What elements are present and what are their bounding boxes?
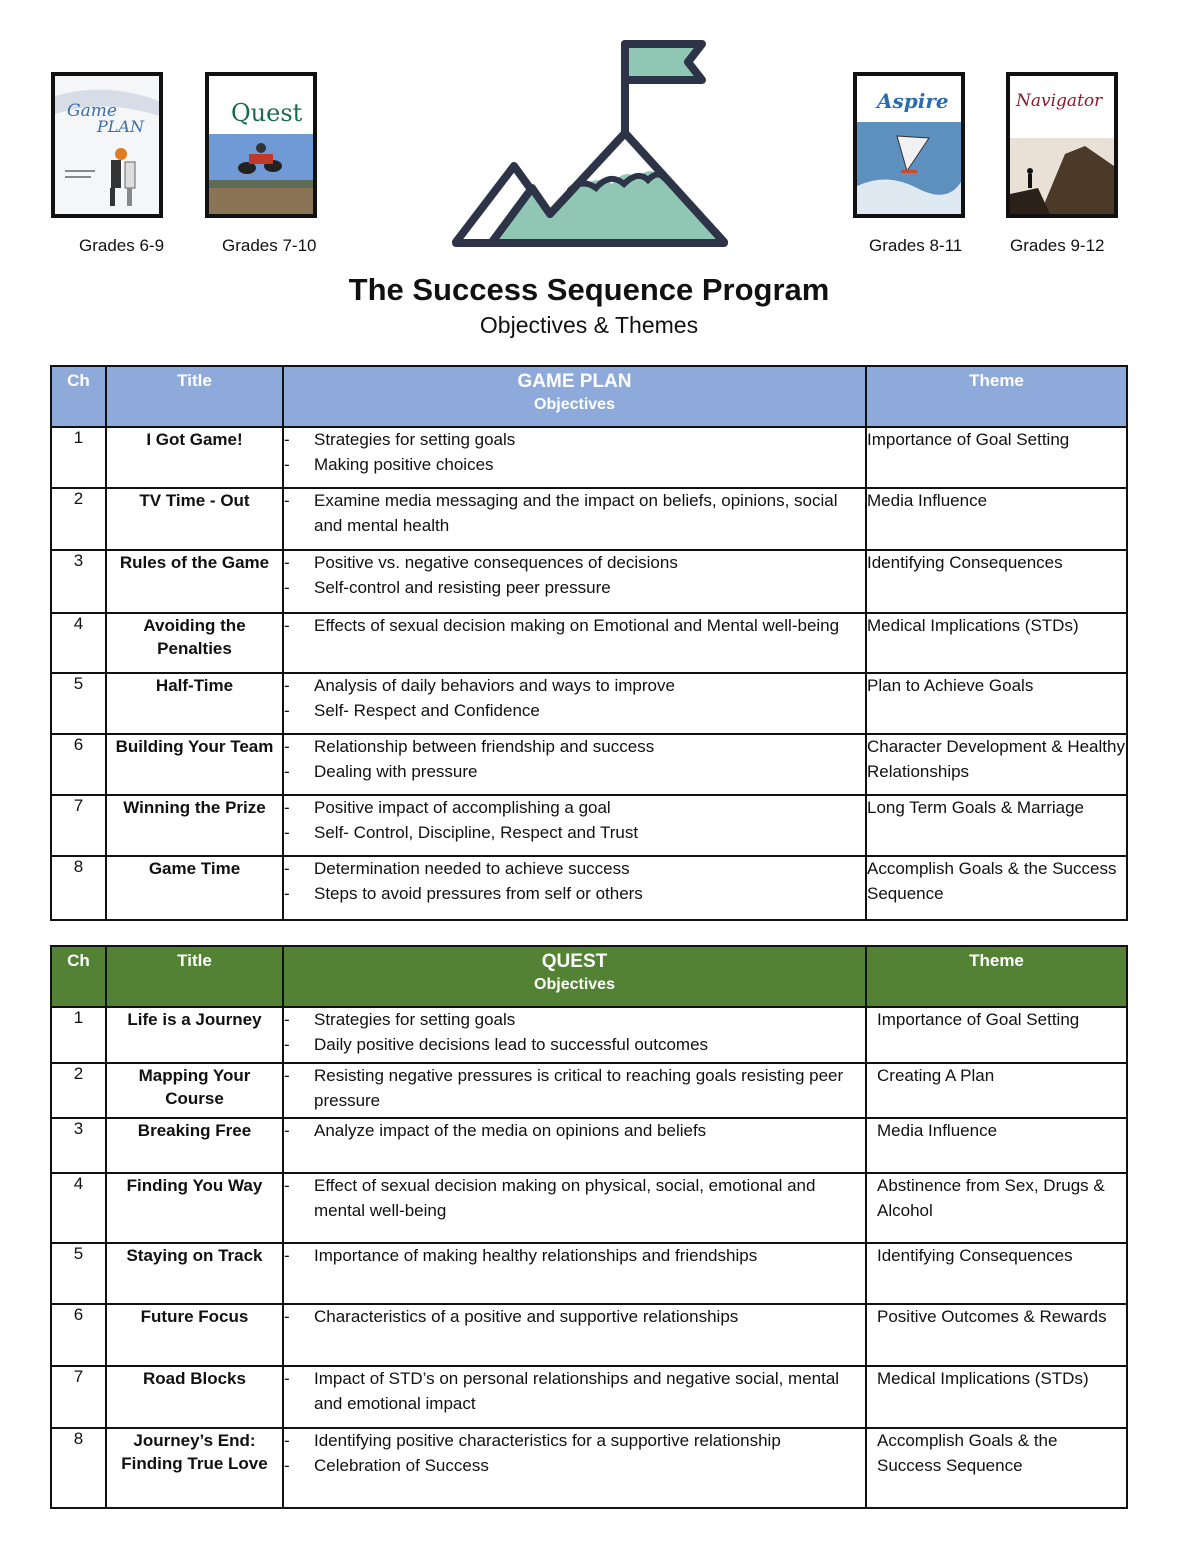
navigator-cover-image [1010, 76, 1114, 214]
objective-text: Effects of sexual decision making on Emotional and Mental well-being [314, 616, 840, 635]
objective-text: Importance of making healthy relationships and friendships [314, 1246, 758, 1265]
table-row [51, 1118, 1127, 1173]
objective-text: Self-control and resisting peer pressure [314, 577, 611, 597]
objective-item [284, 1429, 865, 1454]
table-row [51, 1063, 1127, 1118]
theme-header: Theme [866, 946, 1127, 1007]
ch-header: Ch [51, 946, 106, 1007]
objectives-header [283, 366, 866, 427]
chapter-number: 7 [51, 1366, 106, 1428]
table-row [51, 550, 1127, 613]
theme-header: Theme [866, 366, 1127, 427]
quest-grades: Grades 7-10 [222, 236, 317, 255]
chapter-title: Rules of the Game [106, 550, 283, 613]
chapter-title: Journey’s End: Finding True Love [106, 1428, 283, 1508]
objectives-label: Objectives [534, 396, 615, 413]
objective-text: Celebration of Success [314, 1455, 489, 1475]
game-plan-cover [51, 72, 163, 218]
game-plan-cover-image [55, 76, 159, 214]
objective-item [284, 760, 865, 785]
table-row [51, 856, 1127, 920]
bullet-dash: - [284, 1369, 290, 1388]
table-row [51, 1428, 1127, 1508]
chapter-number: 2 [51, 1063, 106, 1118]
table-row [51, 1173, 1127, 1243]
program-name: GAME PLAN [517, 371, 632, 392]
objective-item [284, 551, 865, 576]
objective-text: Identifying positive characteristics for a supportive relationship [314, 1431, 781, 1450]
game-plan-grades: Grades 6-9 [79, 236, 165, 255]
objective-item [284, 428, 865, 453]
quest-table [50, 945, 1128, 1509]
objectives-label: Objectives [534, 976, 615, 993]
chapter-number: 1 [51, 427, 106, 488]
objective-item [284, 1305, 865, 1330]
chapter-title: Game Time [106, 856, 283, 920]
bullet-dash: - [284, 798, 290, 817]
chapter-number: 2 [51, 488, 106, 550]
chapter-title: Avoiding the Penalties [106, 613, 283, 673]
table-row [51, 1007, 1127, 1063]
objectives-cell [283, 856, 866, 920]
chapter-number: 4 [51, 613, 106, 673]
mountain-flag-logo [452, 38, 728, 250]
objective-item [284, 857, 865, 882]
objective-text: Analysis of daily behaviors and ways to improve [314, 676, 675, 695]
quest-cover [205, 72, 317, 218]
objective-text: Determination needed to achieve success [314, 859, 630, 878]
game-plan-header-row [51, 366, 1127, 427]
objective-text: Characteristics of a positive and supportive relationships [314, 1307, 739, 1326]
objective-item [284, 821, 865, 846]
chapter-title: Staying on Track [106, 1243, 283, 1304]
chapter-title: I Got Game! [106, 427, 283, 488]
objective-item [284, 699, 865, 724]
chapter-title: Breaking Free [106, 1118, 283, 1173]
chapter-number: 3 [51, 1118, 106, 1173]
objective-item [284, 614, 865, 639]
objective-text: Positive impact of accomplishing a goal [314, 798, 611, 817]
chapter-number: 5 [51, 1243, 106, 1304]
chapter-title: Finding You Way [106, 1173, 283, 1243]
chapter-title: Winning the Prize [106, 795, 283, 856]
objectives-cell [283, 1243, 866, 1304]
bullet-dash: - [284, 1066, 290, 1085]
objective-item [284, 1119, 865, 1144]
objective-item [284, 882, 865, 907]
objectives-cell [283, 550, 866, 613]
bullet-dash: - [284, 737, 290, 756]
chapter-number: 4 [51, 1173, 106, 1243]
chapter-title: Life is a Journey [106, 1007, 283, 1063]
svg-text:Quest: Quest [231, 99, 303, 127]
bullet-dash: - [284, 1034, 290, 1054]
objective-item [284, 1367, 865, 1416]
objective-item [284, 1454, 865, 1479]
bullet-dash: - [284, 491, 290, 510]
chapter-number: 7 [51, 795, 106, 856]
objectives-cell [283, 1428, 866, 1508]
chapter-title: TV Time - Out [106, 488, 283, 550]
objectives-cell [283, 613, 866, 673]
table-row [51, 1243, 1127, 1304]
objective-text: Self- Respect and Confidence [314, 700, 540, 720]
bullet-dash: - [284, 1246, 290, 1265]
aspire-cover [853, 72, 965, 218]
objective-text: Self- Control, Discipline, Respect and Trust [314, 822, 639, 842]
objectives-cell [283, 1173, 866, 1243]
chapter-number: 5 [51, 673, 106, 734]
theme-cell: Character Development & Healthy Relationships [866, 734, 1127, 795]
quest-header-row [51, 946, 1127, 1007]
svg-text:PLAN: PLAN [97, 117, 144, 136]
bullet-dash: - [284, 676, 290, 695]
quest-cover-image [209, 76, 313, 214]
aspire-grades: Grades 8-11 [869, 236, 963, 255]
bullet-dash: - [284, 700, 290, 720]
objective-item [284, 1174, 865, 1223]
theme-cell: Abstinence from Sex, Drugs & Alcohol [866, 1173, 1127, 1243]
objectives-cell [283, 1366, 866, 1428]
theme-cell: Accomplish Goals & the Success Sequence [866, 1428, 1127, 1508]
table-row [51, 613, 1127, 673]
aspire-cover-image [857, 76, 961, 214]
theme-cell: Importance of Goal Setting [866, 1007, 1127, 1063]
objective-item [284, 1008, 865, 1033]
objective-item [284, 576, 865, 601]
table-row [51, 427, 1127, 488]
objective-text: Steps to avoid pressures from self or others [314, 883, 643, 903]
objective-text: Resisting negative pressures is critical to reaching goals resisting peer pressure [314, 1066, 844, 1110]
theme-cell: Media Influence [866, 1118, 1127, 1173]
bullet-dash: - [284, 553, 290, 572]
objective-text: Dealing with pressure [314, 761, 478, 781]
svg-text:Aspire: Aspire [877, 89, 949, 113]
objectives-cell [283, 488, 866, 550]
chapter-title: Half-Time [106, 673, 283, 734]
chapter-title: Future Focus [106, 1304, 283, 1366]
objective-item [284, 735, 865, 760]
table-row [51, 673, 1127, 734]
objective-text: Relationship between friendship and success [314, 737, 655, 756]
objective-text: Strategies for setting goals [314, 1010, 516, 1029]
navigator-cover [1006, 72, 1118, 218]
bullet-dash: - [284, 430, 290, 449]
theme-cell: Identifying Consequences [866, 1243, 1127, 1304]
objectives-cell [283, 795, 866, 856]
chapter-number: 8 [51, 1428, 106, 1508]
objectives-cell [283, 734, 866, 795]
objective-text: Effect of sexual decision making on physical, social, emotional and mental well-being [314, 1176, 816, 1220]
theme-cell: Identifying Consequences [866, 550, 1127, 613]
theme-cell: Media Influence [866, 488, 1127, 550]
objective-item [284, 1244, 865, 1269]
bullet-dash: - [284, 822, 290, 842]
table-row [51, 488, 1127, 550]
ch-header: Ch [51, 366, 106, 427]
bullet-dash: - [284, 1431, 290, 1450]
objective-item [284, 1064, 865, 1113]
objective-text: Strategies for setting goals [314, 430, 516, 449]
objective-text: Analyze impact of the media on opinions and beliefs [314, 1121, 707, 1140]
chapter-title: Mapping Your Course [106, 1063, 283, 1118]
objective-text: Positive vs. negative consequences of decisions [314, 553, 678, 572]
objective-item [284, 674, 865, 699]
bullet-dash: - [284, 859, 290, 878]
bullet-dash: - [284, 1121, 290, 1140]
title-header: Title [106, 946, 283, 1007]
chapter-number: 3 [51, 550, 106, 613]
objectives-cell [283, 1007, 866, 1063]
bullet-dash: - [284, 577, 290, 597]
chapter-number: 6 [51, 734, 106, 795]
objectives-cell [283, 673, 866, 734]
theme-cell: Medical Implications (STDs) [866, 613, 1127, 673]
objectives-cell [283, 1063, 866, 1118]
page-subtitle: Objectives & Themes [479, 312, 699, 338]
chapter-number: 8 [51, 856, 106, 920]
navigator-grades: Grades 9-12 [1010, 236, 1105, 255]
chapter-title: Road Blocks [106, 1366, 283, 1428]
objective-item [284, 453, 865, 478]
page-title: The Success Sequence Program [348, 272, 830, 307]
bullet-dash: - [284, 883, 290, 903]
svg-text:Navigator: Navigator [1016, 91, 1103, 111]
theme-cell: Long Term Goals & Marriage [866, 795, 1127, 856]
objective-text: Impact of STD’s on personal relationships and negative social, mental and emotional impact [314, 1369, 840, 1413]
program-name: QUEST [541, 951, 608, 972]
chapter-number: 6 [51, 1304, 106, 1366]
theme-cell: Accomplish Goals & the Success Sequence [866, 856, 1127, 920]
bullet-dash: - [284, 1307, 290, 1326]
theme-cell: Creating A Plan [866, 1063, 1127, 1118]
objective-text: Examine media messaging and the impact on beliefs, opinions, social and mental health [314, 491, 838, 535]
objective-item [284, 1033, 865, 1058]
theme-cell: Importance of Goal Setting [866, 427, 1127, 488]
table-row [51, 795, 1127, 856]
table-row [51, 1304, 1127, 1366]
chapter-number: 1 [51, 1007, 106, 1063]
title-header: Title [106, 366, 283, 427]
table-row [51, 1366, 1127, 1428]
bullet-dash: - [284, 616, 290, 635]
chapter-title: Building Your Team [106, 734, 283, 795]
theme-cell: Medical Implications (STDs) [866, 1366, 1127, 1428]
game-plan-table [50, 365, 1128, 921]
objectives-cell [283, 1118, 866, 1173]
bullet-dash: - [284, 761, 290, 781]
objectives-header [283, 946, 866, 1007]
svg-text:Game: Game [67, 101, 117, 121]
objective-text: Daily positive decisions lead to successful outcomes [314, 1034, 709, 1054]
bullet-dash: - [284, 454, 290, 474]
bullet-dash: - [284, 1455, 290, 1475]
objectives-cell [283, 427, 866, 488]
objectives-cell [283, 1304, 866, 1366]
objective-text: Making positive choices [314, 454, 494, 474]
table-row [51, 734, 1127, 795]
theme-cell: Positive Outcomes & Rewards [866, 1304, 1127, 1366]
theme-cell: Plan to Achieve Goals [866, 673, 1127, 734]
objective-item [284, 489, 865, 538]
objective-item [284, 796, 865, 821]
bullet-dash: - [284, 1176, 290, 1195]
bullet-dash: - [284, 1010, 290, 1029]
